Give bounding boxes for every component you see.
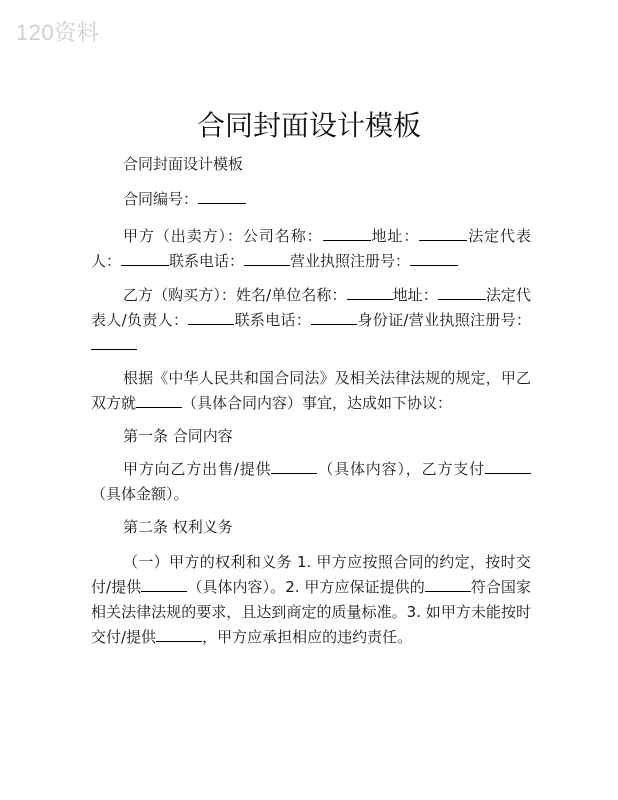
contract-number-paragraph [123,187,246,212]
party-a-company-blank [323,225,371,241]
party-a-address-label: 地址： [370,227,420,245]
intro-text-2: （具体合同内容）事宜，达成如下协议： [182,394,453,412]
watermark: 120资料 [16,20,100,45]
article1-text-2: （具体内容），乙方支付 [317,460,485,478]
intro-paragraph [91,366,531,416]
article2-heading-paragraph [123,515,233,540]
party-b-address-label: 地址： [392,286,438,304]
party-a-license-label: 营业执照注册号： [290,252,411,270]
article2-text-2: （具体内容）。2. 甲方应保证提供的 [187,578,425,596]
party-a-phone-blank [244,250,290,266]
article1-blank-2 [485,458,531,474]
article2-text-4: ，甲方应承担相应的违约责任。 [202,628,413,646]
party-b-legal-rep-blank [188,309,234,325]
article2-text-3: 符合国家相关法律法规的要求，且达到商定的质量标准。3. 如甲方未能按时交付/提供 [91,578,531,646]
article2-heading: 第二条 权利义务 [123,518,233,536]
party-b-name-label: 乙方（购买方）：姓名/单位名称： [123,286,347,304]
article2-blank-1 [141,576,187,592]
contract-number-blank [198,188,246,204]
party-b-id-label: 身份证/营业执照注册号： [357,311,531,329]
party-a-legal-rep-label: 法定代表人： [91,227,531,270]
party-b-address-blank [438,284,486,300]
subtitle: 合同封面设计模板 [123,155,244,173]
intro-blank [136,392,182,408]
article1-heading: 第一条 合同内容 [123,427,233,445]
party-a-legal-rep-blank [121,250,169,266]
article2-blank-2 [425,576,471,592]
party-b-legal-rep-label: 法定代表人/负责人： [91,286,531,329]
party-b-phone-label: 联系电话： [234,311,312,329]
party-a-address-blank [419,225,467,241]
contract-number-label: 合同编号： [123,190,199,208]
party-a-company-label: 甲方（出卖方）：公司名称： [123,227,323,245]
article2-text-1: （一）甲方的权利和义务 1. 甲方应按照合同的约定，按时交付/提供 [91,553,531,596]
party-a-license-blank [410,250,458,266]
article1-text-3: （具体金额）。 [91,485,189,503]
party-b-id-blank [91,334,137,350]
party-b-phone-blank [311,309,357,325]
article2-blank-3 [156,626,202,642]
party-b-paragraph [91,283,531,358]
subtitle-paragraph [123,152,243,177]
intro-text-1: 根据《中华人民共和国合同法》及相关法律法规的规定，甲乙双方就 [91,369,531,412]
article1-paragraph [91,457,531,507]
article1-heading-paragraph [123,424,233,449]
party-a-paragraph [91,224,531,274]
party-b-name-blank [347,284,393,300]
article1-text-1: 甲方向乙方出售/提供 [123,460,272,478]
document-title: 合同封面设计模板 [196,109,421,142]
party-a-phone-label: 联系电话： [169,252,245,270]
article2-paragraph [91,550,531,650]
article1-blank-1 [271,458,317,474]
